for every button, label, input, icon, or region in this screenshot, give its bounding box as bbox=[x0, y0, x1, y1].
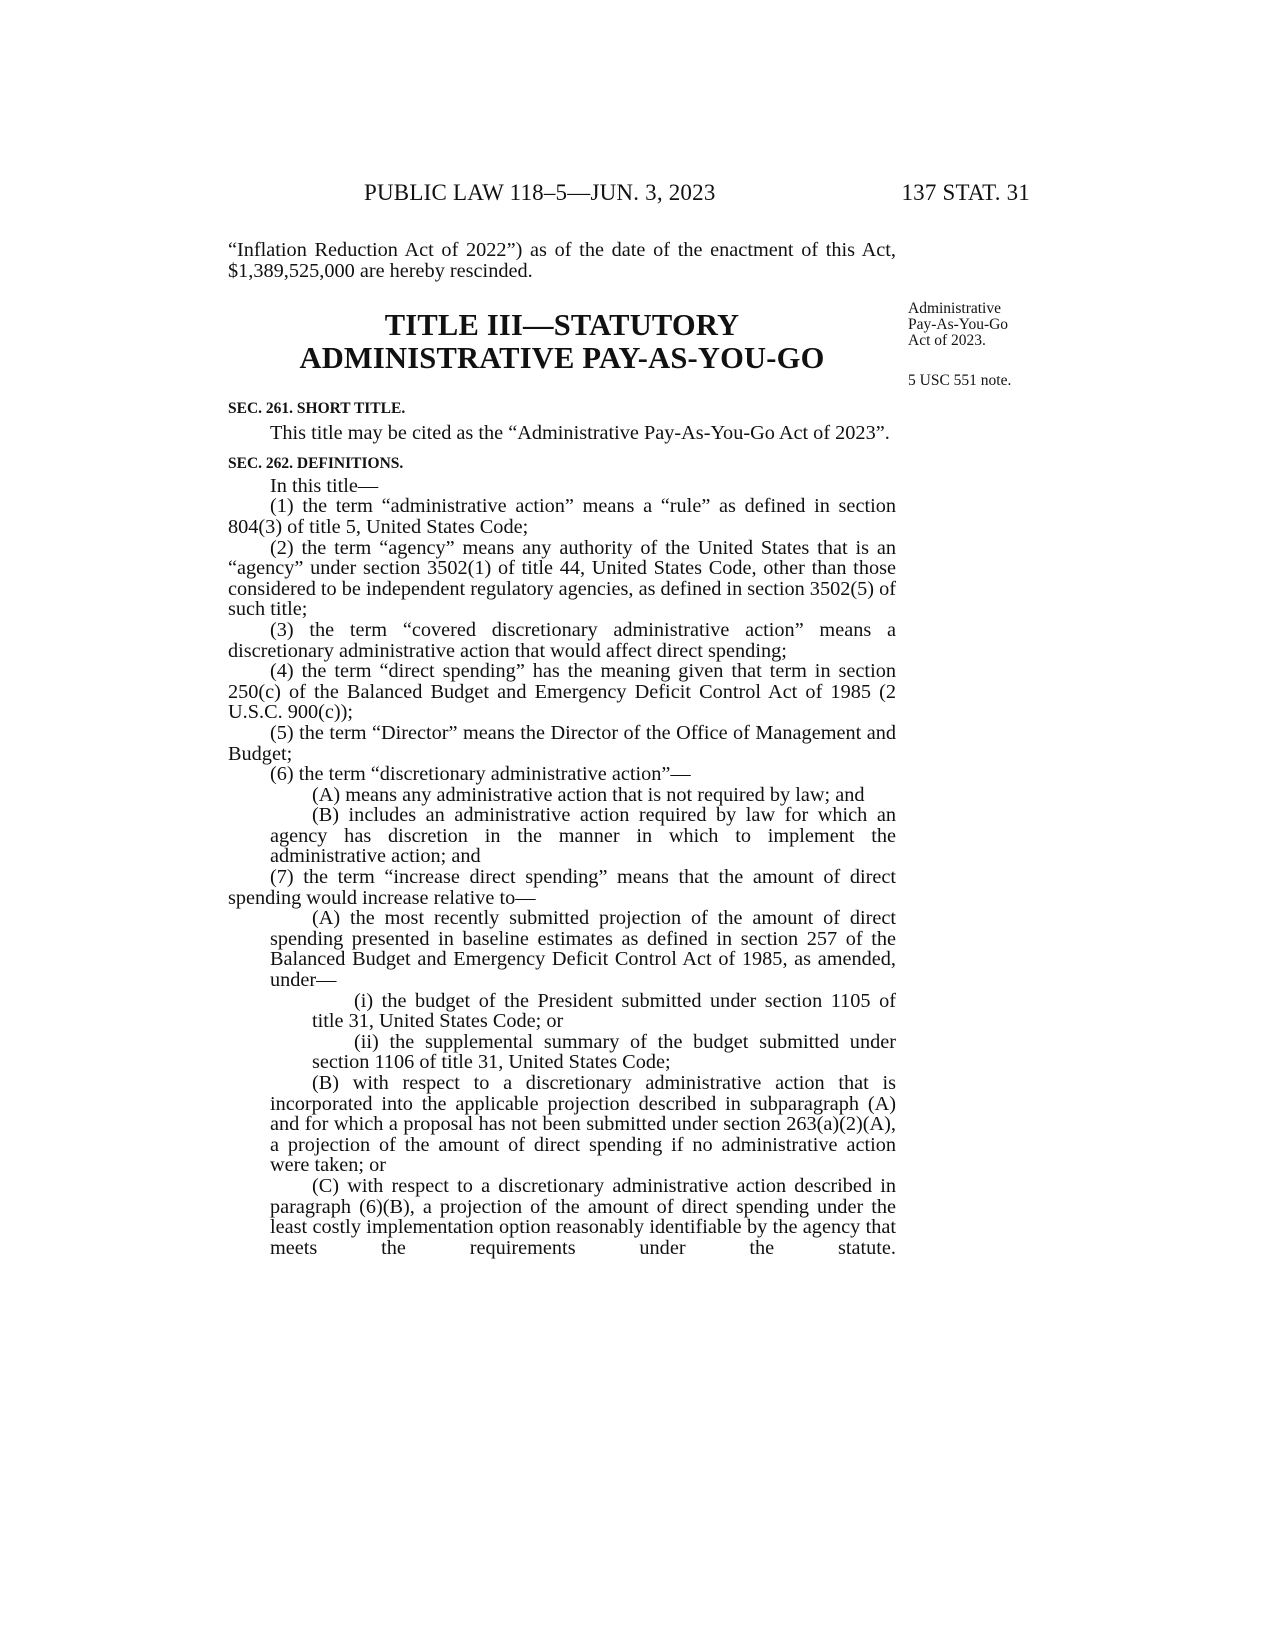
section-262-heading: SEC. 262. DEFINITIONS. bbox=[228, 454, 404, 472]
definition-7-a-ii: (ii) the supplemental summary of the budget submitted under section 1106 of title 31, United States Code; bbox=[312, 1030, 896, 1074]
title-heading bbox=[228, 309, 896, 375]
margin-note-usc: 5 USC 551 note. bbox=[908, 372, 1012, 389]
definition-4: (4) the term “direct spending” has the meaning given that term in section 250(c) of the Balanced Budget and Emergency Deficit Control Act of 1985 (2 U.S.C. 900(c)); bbox=[228, 660, 896, 724]
page-reference: 137 STAT. 31 bbox=[901, 180, 1030, 205]
page-header bbox=[228, 180, 1030, 216]
margin-note-act-name bbox=[908, 301, 1038, 349]
definition-7-b: (B) with respect to a discretionary administrative action that is incorporated into the applicable projection described in subparagraph (A) and for which a proposal has not been submitted under section 263(a)(2)(A), a projection of the amount of direct spending if no administrative action were taken; or bbox=[270, 1072, 896, 1177]
section-261-text: This title may be cited as the “Administrative Pay-As-You-Go Act of 2023”. bbox=[270, 422, 890, 445]
definition-5: (5) the term “Director” means the Director of the Office of Management and Budget; bbox=[228, 721, 896, 765]
definition-6: (6) the term “discretionary administrative action”— bbox=[270, 763, 691, 786]
running-head: PUBLIC LAW 118–5—JUN. 3, 2023 bbox=[364, 180, 716, 205]
carryover-paragraph: “Inflation Reduction Act of 2022”) as of the date of the enactment of this Act, $1,389,525,000 are hereby rescinded. bbox=[228, 239, 896, 282]
margin-note-line: Pay-As-You-Go bbox=[908, 316, 1009, 333]
title-line-1: TITLE III—STATUTORY bbox=[384, 308, 740, 343]
definition-2: (2) the term “agency” means any authority of the United States that is an “agency” under section 3502(1) of title 44, United States Code, other than those considered to be independent regulatory agencies, as defined in section 3502(5) of such title; bbox=[228, 536, 896, 621]
definition-6-a: (A) means any administrative action that is not required by law; and bbox=[312, 783, 865, 806]
definition-7-c: (C) with respect to a discretionary administrative action described in paragraph (6)(B), a projection of the amount of direct spending under the least costly implementation option reasonably identifiable by the agency that meets the requirements under the statute. bbox=[270, 1174, 896, 1259]
definition-7-a: (A) the most recently submitted projection of the amount of direct spending presented in baseline estimates as defined in section 257 of the Balanced Budget and Emergency Deficit Control Act of 1985, as amended, under— bbox=[270, 907, 896, 992]
definition-7-a-i: (i) the budget of the President submitted under section 1105 of title 31, United States Code; or bbox=[312, 989, 896, 1033]
section-261-heading: SEC. 261. SHORT TITLE. bbox=[228, 400, 406, 418]
definition-1: (1) the term “administrative action” means a “rule” as defined in section 804(3) of title 5, United States Code; bbox=[228, 495, 896, 538]
definition-6-b: (B) includes an administrative action required by law for which an agency has discretion in the manner in which to implement the administrative action; and bbox=[270, 804, 896, 868]
section-262-intro: In this title— bbox=[270, 474, 379, 497]
definition-7: (7) the term “increase direct spending” means that the amount of direct spending would increase relative to— bbox=[228, 866, 896, 909]
margin-note-line: Administrative bbox=[908, 300, 1001, 317]
document-body bbox=[228, 240, 896, 1258]
title-line-2: ADMINISTRATIVE PAY-AS-YOU-GO bbox=[299, 341, 825, 376]
margin-note-line: Act of 2023. bbox=[908, 332, 986, 349]
definition-3: (3) the term “covered discretionary administrative action” means a discretionary administrative action that would affect direct spending; bbox=[228, 618, 896, 662]
